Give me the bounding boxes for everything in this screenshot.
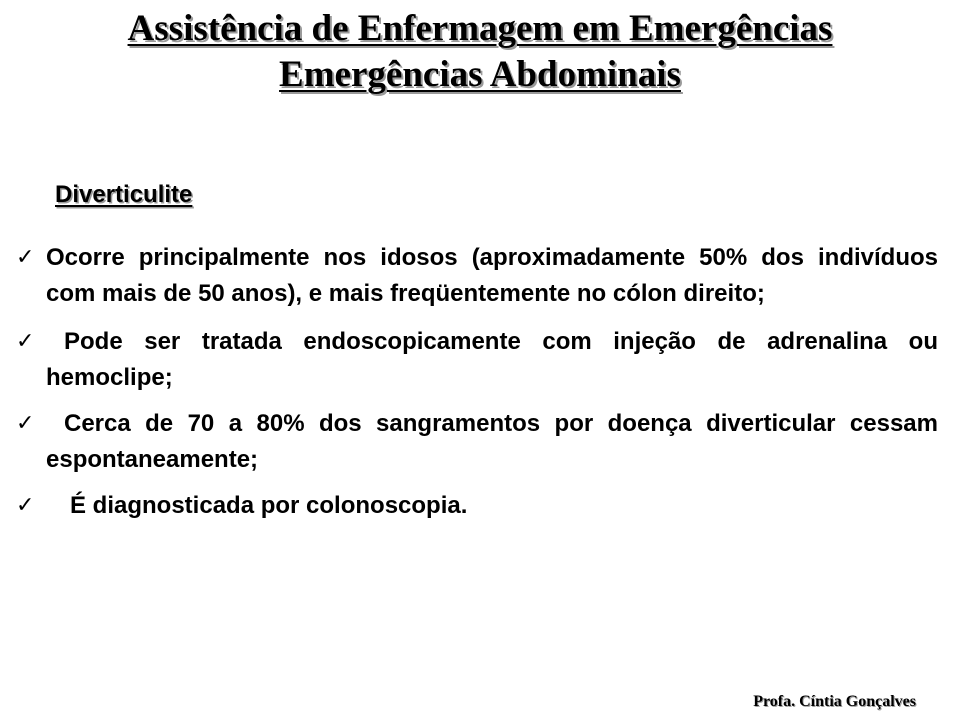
title-line-1: Assistência de Enfermagem em Emergências <box>127 8 833 49</box>
title-line-2: Emergências Abdominais <box>279 54 681 95</box>
bullet-text: Cerca de 70 a 80% dos sangramentos por doença diverticular cessam espontaneamente; <box>46 410 938 473</box>
slide-title <box>0 6 960 98</box>
bullet-item <box>16 240 938 312</box>
bullet-text: Ocorre principalmente nos idosos (aproximadamente 50% dos indivíduos com mais de 50 anos), e mais freqüentemente no cólon direito; <box>46 244 938 307</box>
checkmark-icon: ✓ <box>16 329 35 354</box>
checkmark-icon: ✓ <box>16 245 35 270</box>
checkmark-icon: ✓ <box>16 411 35 436</box>
bullet-text: Pode ser tratada endoscopicamente com injeção de adrenalina ou hemoclipe; <box>46 328 938 391</box>
bullet-item <box>16 324 938 396</box>
bullet-item <box>16 406 938 478</box>
bullet-list <box>16 240 938 534</box>
checkmark-icon: ✓ <box>16 493 35 518</box>
bullet-item <box>16 488 938 524</box>
footer-author: Profa. Cíntia Gonçalves <box>753 693 916 710</box>
bullet-text: É diagnosticada por colonoscopia. <box>70 492 468 519</box>
section-heading: Diverticulite <box>55 181 193 208</box>
